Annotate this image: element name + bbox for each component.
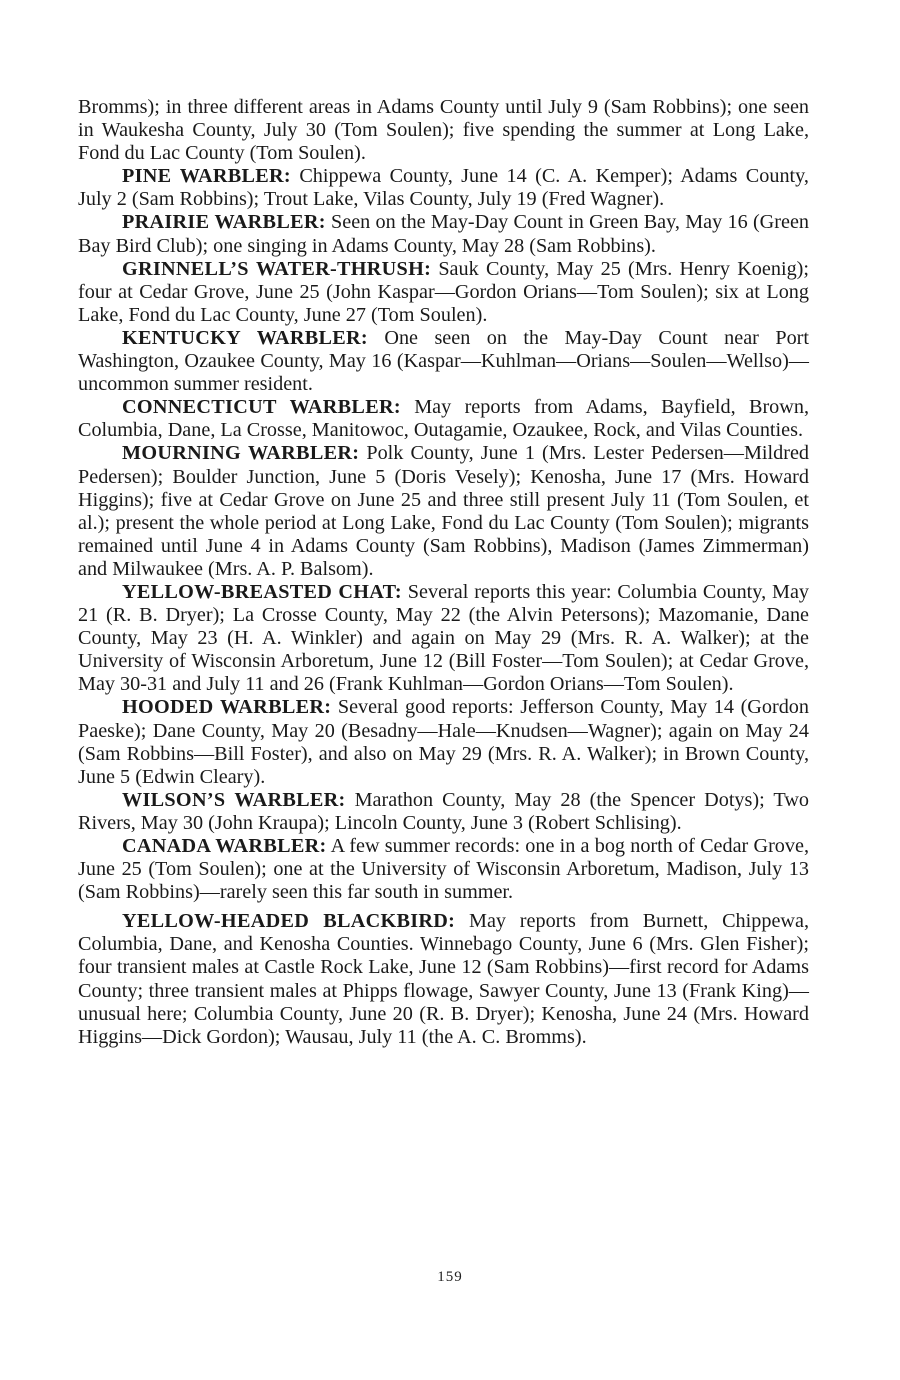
species-name: WILSON’S WARBLER:: [122, 788, 346, 811]
entry-canada-warbler: [78, 835, 809, 904]
entry-text: May reports from Adams, Bayfield, Brown, Columbia, Dane, La Crosse, Manitowoc, Outagamie, Ozaukee, Rock, and Vilas Counties.: [78, 396, 809, 442]
page-number: 159: [437, 1269, 463, 1285]
entry-mourning-warbler: [78, 442, 809, 581]
entry-kentucky-warbler: [78, 327, 809, 396]
species-name: CANADA WARBLER:: [122, 835, 327, 857]
entry-text: May reports from Burnett, Chippewa, Columbia, Dane, and Kenosha Counties. Winnebago County, June 6 (Mrs. Glen Fisher); four transient males at Castle Rock Lake, June 12 (Sam Robbins)—first record for Adams County; three transient males at Phipps flowage, Sawyer County, June 13 (Frank King)—unusual here; Columbia County, June 20 (R. B. Dryer); Kenosha, June 24 (Mrs. Howard Higgins—Dick Gordon); Wausau, July 11 (the A. C. Bromms).: [78, 910, 809, 1048]
species-name: YELLOW-HEADED BLACKBIRD:: [122, 910, 456, 933]
species-name: PRAIRIE WARBLER:: [122, 211, 326, 234]
entry-prairie-warbler: [78, 211, 809, 257]
entry-yellow-headed-blackbird: [78, 910, 809, 1049]
species-name: CONNECTICUT WARBLER:: [122, 396, 401, 419]
entry-wilsons-warbler: [78, 789, 809, 835]
species-name: PINE WARBLER:: [122, 165, 291, 188]
species-name: HOODED WARBLER:: [122, 696, 332, 719]
species-name: KENTUCKY WARBLER:: [122, 326, 368, 349]
entry-text: Sauk County, May 25 (Mrs. Henry Koenig); four at Cedar Grove, June 25 (John Kaspar—Gordon Orians—Tom Soulen); six at Long Lake, Fond du Lac County, June 27 (Tom Soulen).: [78, 257, 809, 326]
species-name: YELLOW-BREASTED CHAT:: [122, 580, 402, 603]
continuation-paragraph: Bromms); in three different areas in Adams County until July 9 (Sam Robbins); one seen in Waukesha County, July 30 (Tom Soulen); five spending the summer at Long Lake, Fond du Lac County (Tom Soulen).: [78, 96, 809, 165]
entry-text: Marathon County, May 28 (the Spencer Dotys); Two Rivers, May 30 (John Kraupa); Lincoln County, June 3 (Robert Schlising).: [78, 788, 809, 834]
entry-yellow-breasted-chat: [78, 581, 809, 696]
entry-text: Polk County, June 1 (Mrs. Lester Pedersen—Mildred Pedersen); Boulder Junction, June 5 (Doris Vesely); Kenosha, June 17 (Mrs. Howard Higgins); five at Cedar Grove on June 25 and three still present July 11 (Tom Soulen, et al.); present the whole period at Long Lake, Fond du Lac County (Tom Soulen); migrants remained until June 4 in Adams County (Sam Robbins), Madison (James Zimmerman) and Milwaukee (Mrs. A. P. Balsom).: [78, 442, 809, 580]
entry-text: One seen on the May-Day Count near Port Washington, Ozaukee County, May 16 (Kaspar—Kuhlman—Orians—Soulen—Wellso)—uncommon summer resident.: [78, 326, 810, 396]
entry-connecticut-warbler: [78, 396, 809, 442]
entry-text: Chippewa County, June 14 (C. A. Kemper); Adams County, July 2 (Sam Robbins); Trout Lake, Vilas County, July 19 (Fred Wagner).: [78, 165, 809, 211]
entry-text: Seen on the May-Day Count in Green Bay, May 16 (Green Bay Bird Club); one singing in Adams County, May 28 (Sam Robbins).: [78, 211, 809, 257]
entry-pine-warbler: [78, 165, 809, 211]
species-name: MOURNING WARBLER:: [122, 442, 360, 465]
entry-hooded-warbler: [78, 696, 809, 788]
entry-grinnells-water-thrush: [78, 258, 809, 327]
page-body: [78, 96, 809, 1049]
species-name: GRINNELL’S WATER-THRUSH:: [122, 257, 432, 280]
entry-text: A few summer records: one in a bog north of Cedar Grove, June 25 (Tom Soulen); one at the University of Wisconsin Arboretum, Madison, July 13 (Sam Robbins)—rarely seen this far south in summer.: [78, 835, 809, 904]
entry-text: Several good reports: Jefferson County, May 14 (Gordon Paeske); Dane County, May 20 (Besadny—Hale—Knudsen—Wagner); again on May 24 (Sam Robbins—Bill Foster), and also on May 29 (Mrs. R. A. Walker); in Brown County, June 5 (Edwin Cleary).: [78, 696, 809, 788]
entry-text: Several reports this year: Columbia County, May 21 (R. B. Dryer); La Crosse County, May 22 (the Alvin Petersons); Mazomanie, Dane County, May 23 (H. A. Winkler) and again on May 29 (Mrs. R. A. Walker); at the University of Wisconsin Arboretum, June 12 (Bill Foster—Tom Soulen); at Cedar Grove, May 30-31 and July 11 and 26 (Frank Kuhlman—Gordon Orians—Tom Soulen).: [78, 580, 810, 696]
